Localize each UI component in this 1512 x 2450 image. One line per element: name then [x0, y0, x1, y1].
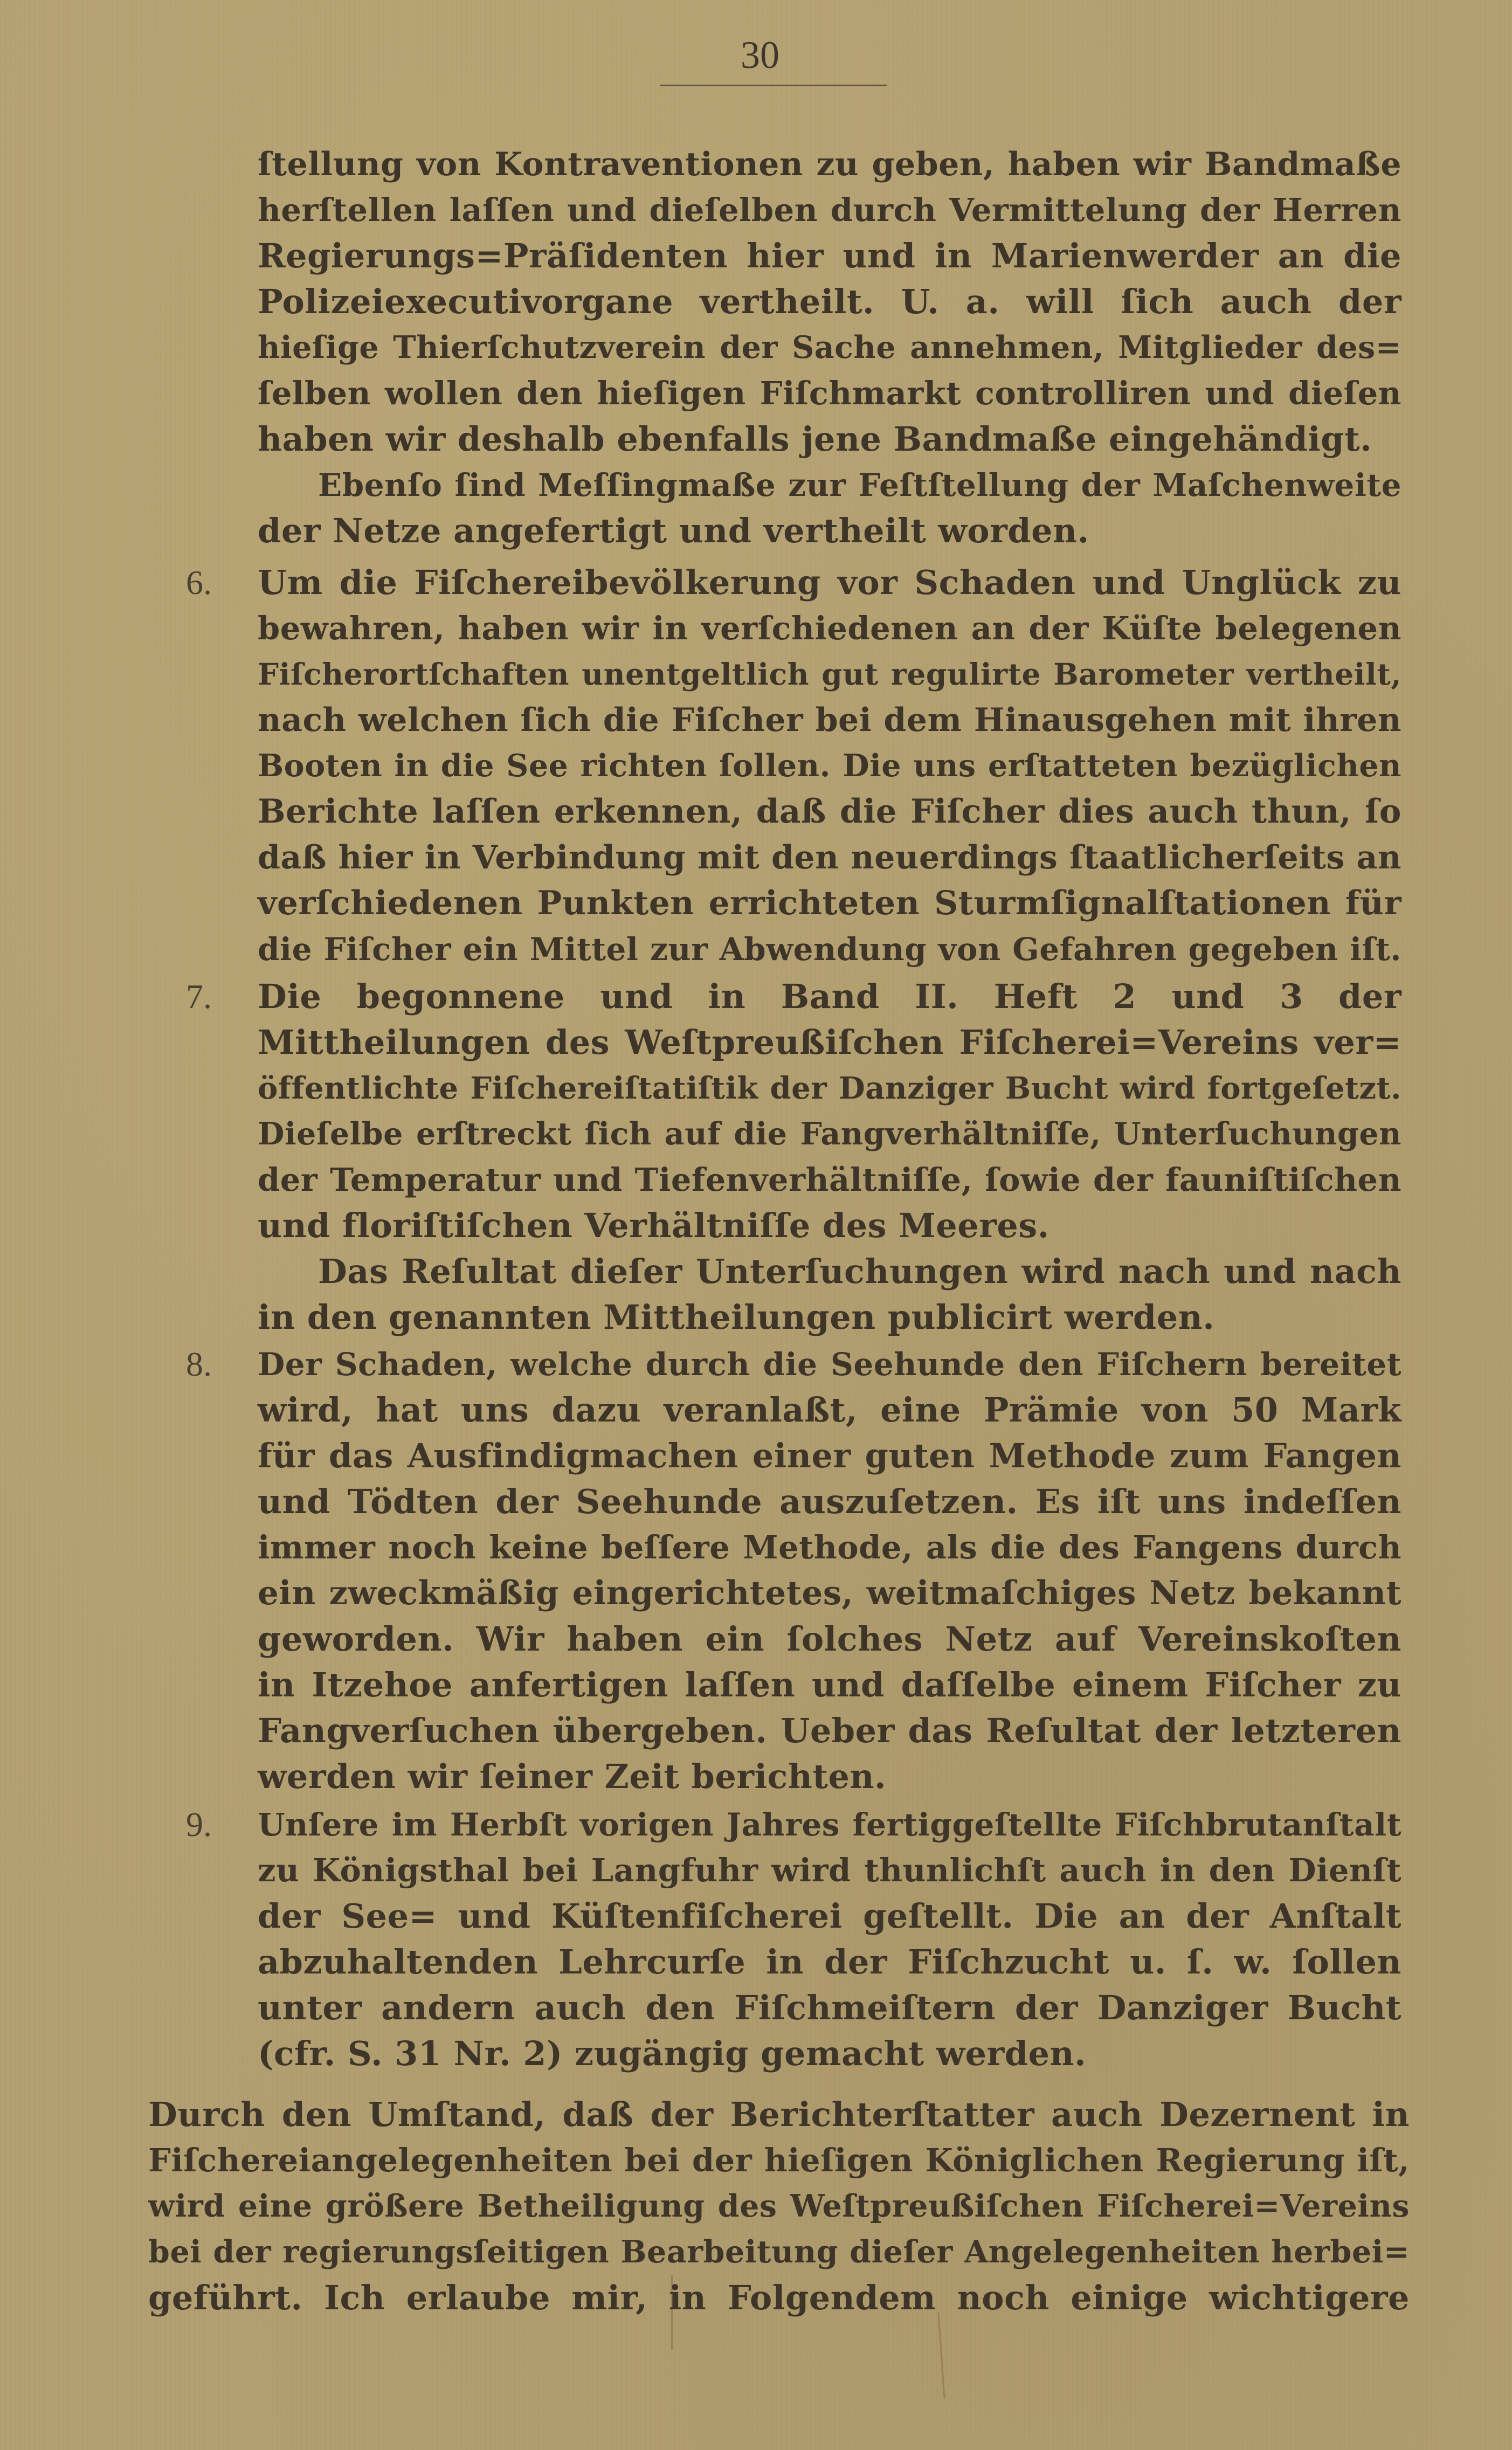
item-number-6: 6.	[186, 563, 212, 602]
text-line: herſtellen laſſen und dieſelben durch Vermittelung der Herren	[258, 191, 1401, 229]
text-line: der Temperatur und Tiefenverhältniſſe, ſowie der fauniſtiſchen	[258, 1161, 1401, 1198]
text-line: bewahren, haben wir in verſchiedenen an der Küſte belegenen	[258, 610, 1401, 647]
text-line: in den genannten Mittheilungen publicirt werden.	[258, 1298, 1215, 1337]
paper-crease	[937, 2313, 945, 2399]
text-line: Mittheilungen des Weſtpreußiſchen Fiſcherei=Vereins ver=	[258, 1023, 1401, 1062]
text-line: Das Reſultat dieſer Unterſuchungen wird nach und nach	[318, 1252, 1401, 1291]
text-line: haben wir deshalb ebenfalls jene Bandmaße eingehändigt.	[258, 419, 1372, 459]
header-rule	[660, 85, 887, 86]
text-line: Unſere im Herbſt vorigen Jahres fertiggeſtellte Fiſchbrutanſtalt	[258, 1806, 1401, 1843]
text-line: hieſige Thierſchutzverein der Sache annehmen, Mitglieder des=	[258, 329, 1401, 365]
text-line: verſchiedenen Punkten errichteten Sturmſignalſtationen für	[258, 884, 1401, 922]
text-line: bei der regierungsſeitigen Bearbeitung dieſer Angelegenheiten herbei=	[148, 2234, 1410, 2270]
text-line: Der Schaden, welche durch die Seehunde den Fiſchern bereitet	[258, 1346, 1401, 1383]
text-line: zu Königsthal bei Langfuhr wird thunlichſt auch in den Dienſt	[258, 1852, 1401, 1889]
text-line: Booten in die See richten ſollen. Die uns erſtatteten bezüglichen	[258, 748, 1401, 784]
text-line: für das Ausfindigmachen einer guten Methode zum Fangen	[258, 1436, 1401, 1475]
text-line: ſtellung von Kontraventionen zu geben, haben wir Bandmaße	[258, 146, 1401, 183]
text-line: geführt. Ich erlaube mir, in Folgendem noch einige wichtigere	[148, 2278, 1410, 2317]
text-line: Um die Fiſchereibevölkerung vor Schaden und Unglück zu	[258, 563, 1401, 602]
item-number-9: 9.	[186, 1805, 212, 1844]
text-line: in Itzehoe anfertigen laſſen und daſſelbe einem Fiſcher zu	[258, 1665, 1401, 1704]
text-line: Durch den Umſtand, daß der Berichterſtatter auch Dezernent in	[148, 2095, 1410, 2134]
text-line: Dieſelbe erſtreckt ſich auf die Fangverhältniſſe, Unterſuchungen	[258, 1116, 1401, 1152]
text-line: geworden. Wir haben ein ſolches Netz auf Vereinskoſten	[258, 1619, 1401, 1659]
text-line: ſelben wollen den hieſigen Fiſchmarkt controlliren und dieſen	[258, 375, 1401, 412]
text-line: und floriſtiſchen Verhältniſſe des Meeres.	[258, 1206, 1050, 1245]
item-number-7: 7.	[186, 977, 212, 1016]
text-line: Die begonnene und in Band II. Heft 2 und 3 der	[258, 977, 1401, 1016]
item-number-8: 8.	[186, 1345, 212, 1383]
text-line: der Netze angefertigt und vertheilt worden.	[258, 511, 1089, 550]
text-line: öffentlichte Fiſchereiſtatiſtik der Danziger Bucht wird fortgeſetzt.	[258, 1071, 1401, 1106]
text-line: abzuhaltenden Lehrcurſe in der Fiſchzucht u. ſ. w. ſollen	[258, 1942, 1401, 1982]
text-line: ein zweckmäßig eingerichtetes, weitmaſchiges Netz bekannt	[258, 1574, 1401, 1612]
page-number: 30	[741, 33, 779, 77]
text-line: Fangverſuchen übergeben. Ueber das Reſultat der letzteren	[258, 1711, 1401, 1750]
text-line: die Fiſcher ein Mittel zur Abwendung von Gefahren gegeben iſt.	[258, 931, 1401, 968]
text-line: immer noch keine beſſere Methode, als die des Fangens durch	[258, 1529, 1401, 1566]
text-line: unter andern auch den Fiſchmeiſtern der Danziger Bucht	[258, 1988, 1401, 2027]
text-line: daß hier in Verbindung mit den neuerdings ſtaatlicherſeits an	[258, 839, 1401, 877]
text-line: Ebenſo ſind Meſſingmaße zur Feſtſtellung der Maſchenweite	[318, 467, 1401, 503]
text-line: und Tödten der Seehunde auszuſetzen. Es iſt uns indeſſen	[258, 1482, 1401, 1521]
text-line: Berichte laſſen erkennen, daß die Fiſcher dies auch thun, ſo	[258, 792, 1401, 831]
text-line: Fiſcherortſchaften unentgeltlich gut regulirte Barometer vertheilt,	[258, 657, 1401, 692]
text-line: Fiſchereiangelegenheiten bei der hieſigen Königlichen Regierung iſt,	[148, 2142, 1410, 2179]
text-line: wird eine größere Betheiligung des Weſtpreußiſchen Fiſcherei=Vereins	[148, 2188, 1410, 2224]
text-line: nach welchen ſich die Fiſcher bei dem Hinausgehen mit ihren	[258, 701, 1401, 739]
text-line: (cfr. S. 31 Nr. 2) zugängig gemacht werden.	[258, 2034, 1087, 2073]
text-line: der See= und Küſtenfiſcherei geſtellt. Die an der Anſtalt	[258, 1896, 1401, 1936]
text-line: Polizeiexecutivorgane vertheilt. U. a. will ſich auch der	[258, 282, 1401, 321]
text-line: werden wir ſeiner Zeit berichten.	[258, 1757, 887, 1796]
text-line: Regierungs=Präſidenten hier und in Marienwerder an die	[258, 236, 1401, 275]
text-line: wird, hat uns dazu veranlaßt, eine Prämie von 50 Mark	[258, 1390, 1401, 1430]
